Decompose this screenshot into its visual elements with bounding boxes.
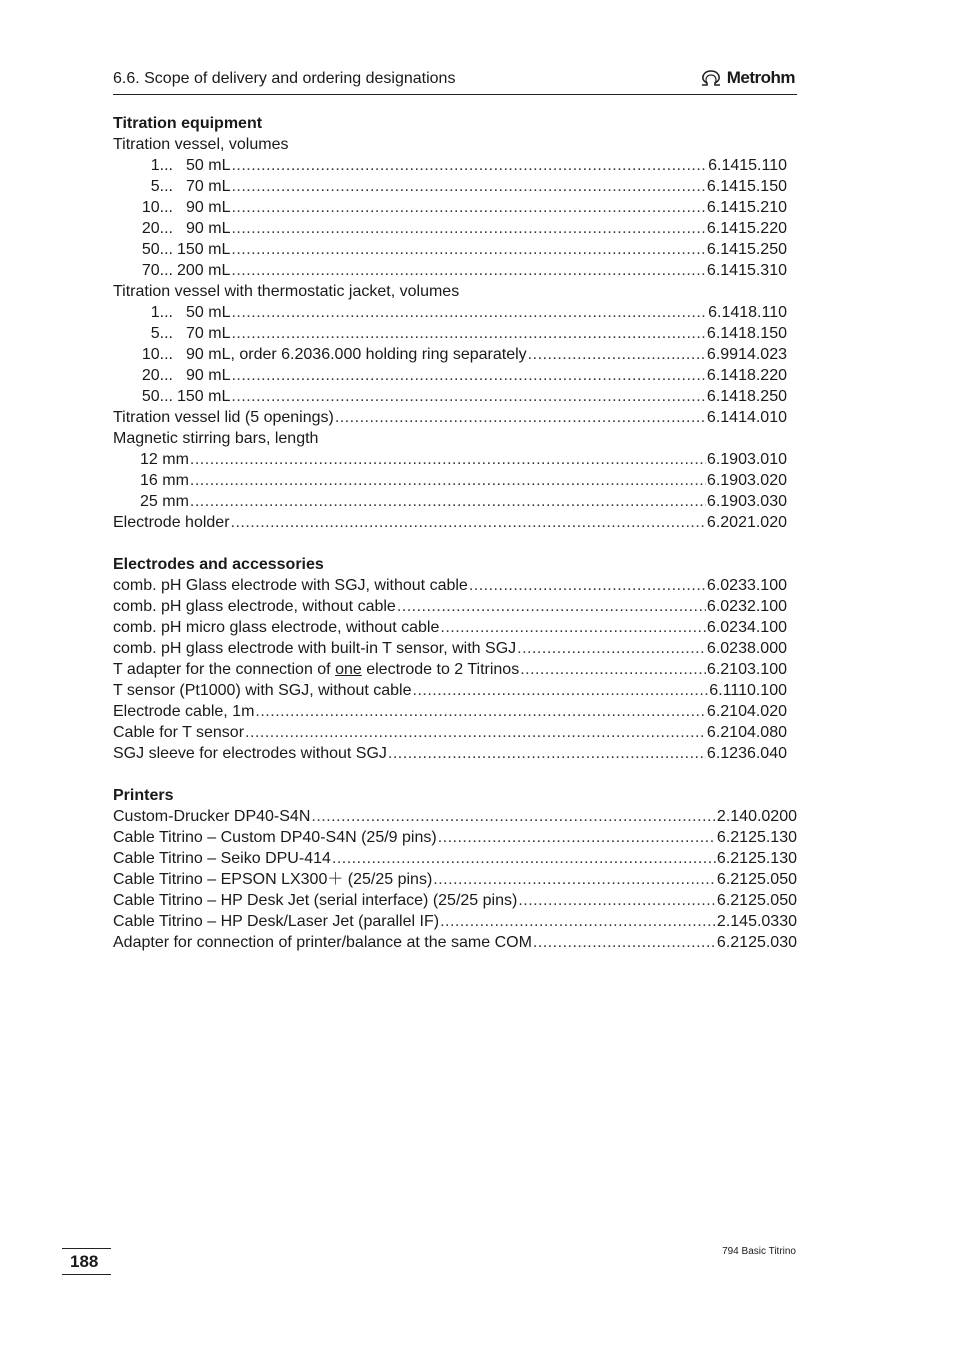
subsection-heading: Magnetic stirring bars, length bbox=[113, 430, 319, 447]
section-title: Printers bbox=[113, 787, 174, 804]
list-item: comb. pH Glass electrode with SGJ, without cable ..... 6.0233.100 bbox=[113, 575, 787, 596]
section-printers bbox=[113, 785, 797, 953]
subsection-heading: Titration vessel with thermostatic jacket, volumes bbox=[113, 283, 460, 300]
list-item: 12 mm ..... 6.1903.010 bbox=[113, 449, 787, 470]
list-item: 10... 90 mL, order 6.2036.000 holding ring separately ..... 6.9914.023 bbox=[113, 344, 787, 365]
list-item: 20... 90 mL ..... 6.1415.220 bbox=[113, 218, 787, 239]
list-item: 20... 90 mL ..... 6.1418.220 bbox=[113, 365, 787, 386]
list-item: comb. pH glass electrode with built-in T sensor, with SGJ ..... 6.0238.000 bbox=[113, 638, 787, 659]
metrohm-omega-icon bbox=[699, 69, 723, 87]
list-item: comb. pH glass electrode, without cable ..... 6.0232.100 bbox=[113, 596, 787, 617]
list-item: 5... 70 mL ..... 6.1418.150 bbox=[113, 323, 787, 344]
list-item: Titration vessel lid (5 openings) ..... 6.1414.010 bbox=[113, 407, 787, 428]
section-title: Titration equipment bbox=[113, 115, 263, 132]
section-title: Electrodes and accessories bbox=[113, 556, 324, 573]
list-item: Cable for T sensor ..... 6.2104.080 bbox=[113, 722, 787, 743]
list-item: 70... 200 mL ..... 6.1415.310 bbox=[113, 260, 787, 281]
section-titration-equipment bbox=[113, 113, 797, 533]
list-item: 1... 50 mL ..... 6.1415.110 bbox=[113, 155, 787, 176]
section-electrodes bbox=[113, 554, 797, 764]
ordering-list bbox=[113, 113, 797, 974]
list-item: 25 mm ..... 6.1903.030 bbox=[113, 491, 787, 512]
list-item: 1... 50 mL ..... 6.1418.110 bbox=[113, 302, 787, 323]
list-item: 50... 150 mL ..... 6.1418.250 bbox=[113, 386, 787, 407]
brand-name: Metrohm bbox=[726, 68, 795, 87]
list-item: comb. pH micro glass electrode, without cable ..... 6.0234.100 bbox=[113, 617, 787, 638]
list-item: Cable Titrino – HP Desk Jet (serial interface) (25/25 pins) ..... 6.2125.050 bbox=[113, 890, 797, 911]
list-item: Cable Titrino – Custom DP40-S4N (25/9 pins) ..... 6.2125.130 bbox=[113, 827, 797, 848]
list-item: 5... 70 mL ..... 6.1415.150 bbox=[113, 176, 787, 197]
list-item: Custom-Drucker DP40-S4N ..... 2.140.0200 bbox=[113, 806, 797, 827]
list-item: Cable Titrino – HP Desk/Laser Jet (parallel IF) ..... 2.145.0330 bbox=[113, 911, 797, 932]
list-item: Adapter for connection of printer/balance at the same COM ..... 6.2125.030 bbox=[113, 932, 797, 953]
list-item: 16 mm ..... 6.1903.020 bbox=[113, 470, 787, 491]
footer-rule bbox=[62, 1274, 111, 1275]
list-item: SGJ sleeve for electrodes without SGJ ..... 6.1236.040 bbox=[113, 743, 787, 764]
list-item: 10... 90 mL ..... 6.1415.210 bbox=[113, 197, 787, 218]
list-item: 50... 150 mL ..... 6.1415.250 bbox=[113, 239, 787, 260]
list-item: T adapter for the connection of one electrode to 2 Titrinos ..... 6.2103.100 bbox=[113, 659, 787, 680]
list-item: T sensor (Pt1000) with SGJ, without cable ..... 6.1110.100 bbox=[113, 680, 787, 701]
product-name: 794 Basic Titrino bbox=[722, 1246, 796, 1257]
page-header bbox=[113, 68, 797, 95]
list-item: Cable Titrino – EPSON LX300＋ (25/25 pins) ..... 6.2125.050 bbox=[113, 869, 797, 890]
page-number: 188 bbox=[70, 1252, 99, 1271]
brand-logo bbox=[699, 68, 795, 88]
footer-rule bbox=[62, 1248, 111, 1249]
list-item: Cable Titrino – Seiko DPU-414 ..... 6.2125.130 bbox=[113, 848, 797, 869]
list-item: Electrode cable, 1m ..... 6.2104.020 bbox=[113, 701, 787, 722]
subsection-heading: Titration vessel, volumes bbox=[113, 136, 289, 153]
list-item: Electrode holder ..... 6.2021.020 bbox=[113, 512, 787, 533]
header-title: 6.6. Scope of delivery and ordering designations bbox=[113, 70, 456, 87]
